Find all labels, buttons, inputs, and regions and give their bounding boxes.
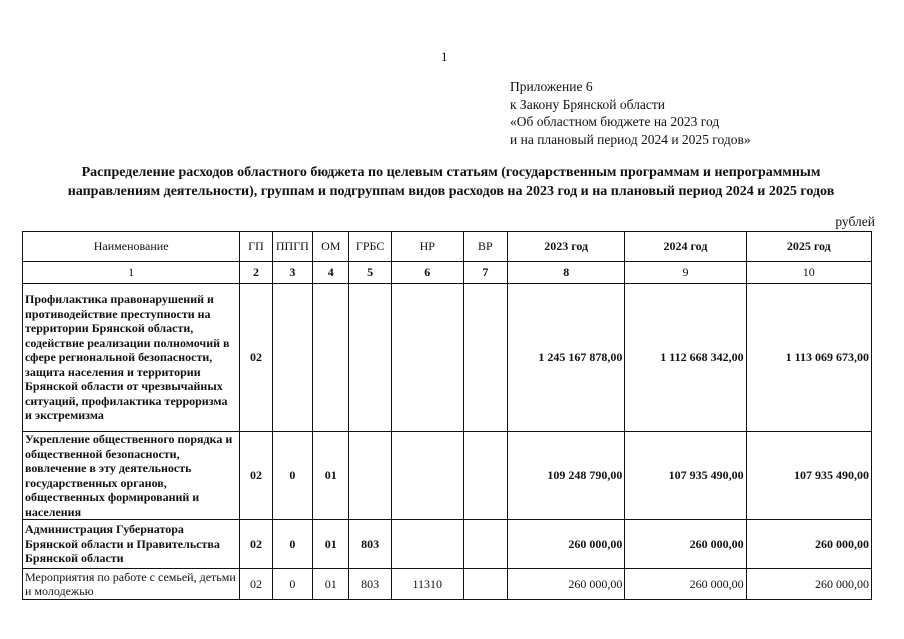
column-number: 3: [272, 262, 312, 284]
vr-cell: [463, 520, 507, 569]
column-number: 2: [240, 262, 272, 284]
grbs-cell: [349, 432, 391, 520]
title-line: Распределение расходов областного бюджета по целевым статьям (государственным программам и непрограммным: [81, 165, 821, 180]
column-number: 5: [349, 262, 391, 284]
appendix-line: и на плановый период 2024 и 2025 годов»: [510, 131, 751, 147]
nr-cell: [391, 520, 463, 569]
grbs-cell: 803: [349, 569, 391, 600]
table-row: [23, 284, 872, 432]
nr-cell: 11310: [391, 569, 463, 600]
header-cell: 2023 год: [508, 232, 625, 262]
budget-table: [22, 231, 872, 600]
header-cell: ГРБС: [349, 232, 391, 262]
appendix-line: к Закону Брянской области: [510, 96, 665, 112]
column-number-row: [23, 262, 872, 284]
appendix-line: «Об областном бюджете на 2023 год: [510, 114, 720, 129]
column-number: 4: [313, 262, 349, 284]
row-name: Профилактика правонарушений и противодействие преступности на территории Брянской области, содействие реализации полномочий в сфере региональной безопасности, защита населения и территории Брянской области от чрезвычайных ситуаций, профилактика терроризма и экстремизма: [23, 284, 240, 432]
gp-cell: 02: [240, 432, 272, 520]
amount-2024: 260 000,00: [625, 520, 746, 569]
gp-cell: 02: [240, 284, 272, 432]
amount-2025: 107 935 490,00: [746, 432, 871, 520]
header-cell: ОМ: [313, 232, 349, 262]
amount-2025: 1 113 069 673,00: [746, 284, 871, 432]
column-number: 10: [746, 262, 871, 284]
column-number: 7: [463, 262, 507, 284]
appendix-note: [510, 78, 751, 148]
header-cell: ГП: [240, 232, 272, 262]
row-name: Администрация Губернатора Брянской области и Правительства Брянской области: [23, 520, 240, 569]
document-title: [20, 163, 882, 201]
gp-cell: 02: [240, 520, 272, 569]
header-cell: ППГП: [272, 232, 312, 262]
ppgp-cell: 0: [272, 569, 312, 600]
header-cell: 2024 год: [625, 232, 746, 262]
amount-2023: 109 248 790,00: [508, 432, 625, 520]
currency-unit: рублей: [835, 214, 875, 229]
column-number: 1: [23, 262, 240, 284]
column-number: 9: [625, 262, 746, 284]
column-number: 6: [391, 262, 463, 284]
nr-cell: [391, 432, 463, 520]
column-number: 8: [508, 262, 625, 284]
vr-cell: [463, 569, 507, 600]
amount-2024: 107 935 490,00: [625, 432, 746, 520]
om-cell: 01: [313, 569, 349, 600]
amount-2023: 260 000,00: [508, 520, 625, 569]
grbs-cell: [349, 284, 391, 432]
appendix-line: Приложение 6: [510, 79, 593, 94]
amount-2024: 260 000,00: [625, 569, 746, 600]
vr-cell: [463, 432, 507, 520]
table-row: [23, 520, 872, 569]
amount-2025: 260 000,00: [746, 569, 871, 600]
amount-2023: 1 245 167 878,00: [508, 284, 625, 432]
vr-cell: [463, 284, 507, 432]
header-cell: Наименование: [23, 232, 240, 262]
om-cell: [313, 284, 349, 432]
ppgp-cell: 0: [272, 432, 312, 520]
nr-cell: [391, 284, 463, 432]
row-name: Мероприятия по работе с семьей, детьми и молодежью: [23, 569, 240, 600]
gp-cell: 02: [240, 569, 272, 600]
table-row: [23, 569, 872, 600]
amount-2024: 1 112 668 342,00: [625, 284, 746, 432]
ppgp-cell: [272, 284, 312, 432]
title-line: направлениям деятельности), группам и подгруппам видов расходов на 2023 год и на плановый период 2024 и 2025 годов: [67, 184, 835, 199]
ppgp-cell: 0: [272, 520, 312, 569]
amount-2025: 260 000,00: [746, 520, 871, 569]
table-header-row: [23, 232, 872, 262]
page-number: 1: [441, 49, 448, 64]
om-cell: 01: [313, 432, 349, 520]
header-cell: 2025 год: [746, 232, 871, 262]
row-name: Укрепление общественного порядка и общественной безопасности, вовлечение в эту деятельность государственных органов, общественных формирований и населения: [23, 432, 240, 520]
table-row: [23, 432, 872, 520]
grbs-cell: 803: [349, 520, 391, 569]
amount-2023: 260 000,00: [508, 569, 625, 600]
om-cell: 01: [313, 520, 349, 569]
header-cell: ВР: [463, 232, 507, 262]
header-cell: НР: [391, 232, 463, 262]
